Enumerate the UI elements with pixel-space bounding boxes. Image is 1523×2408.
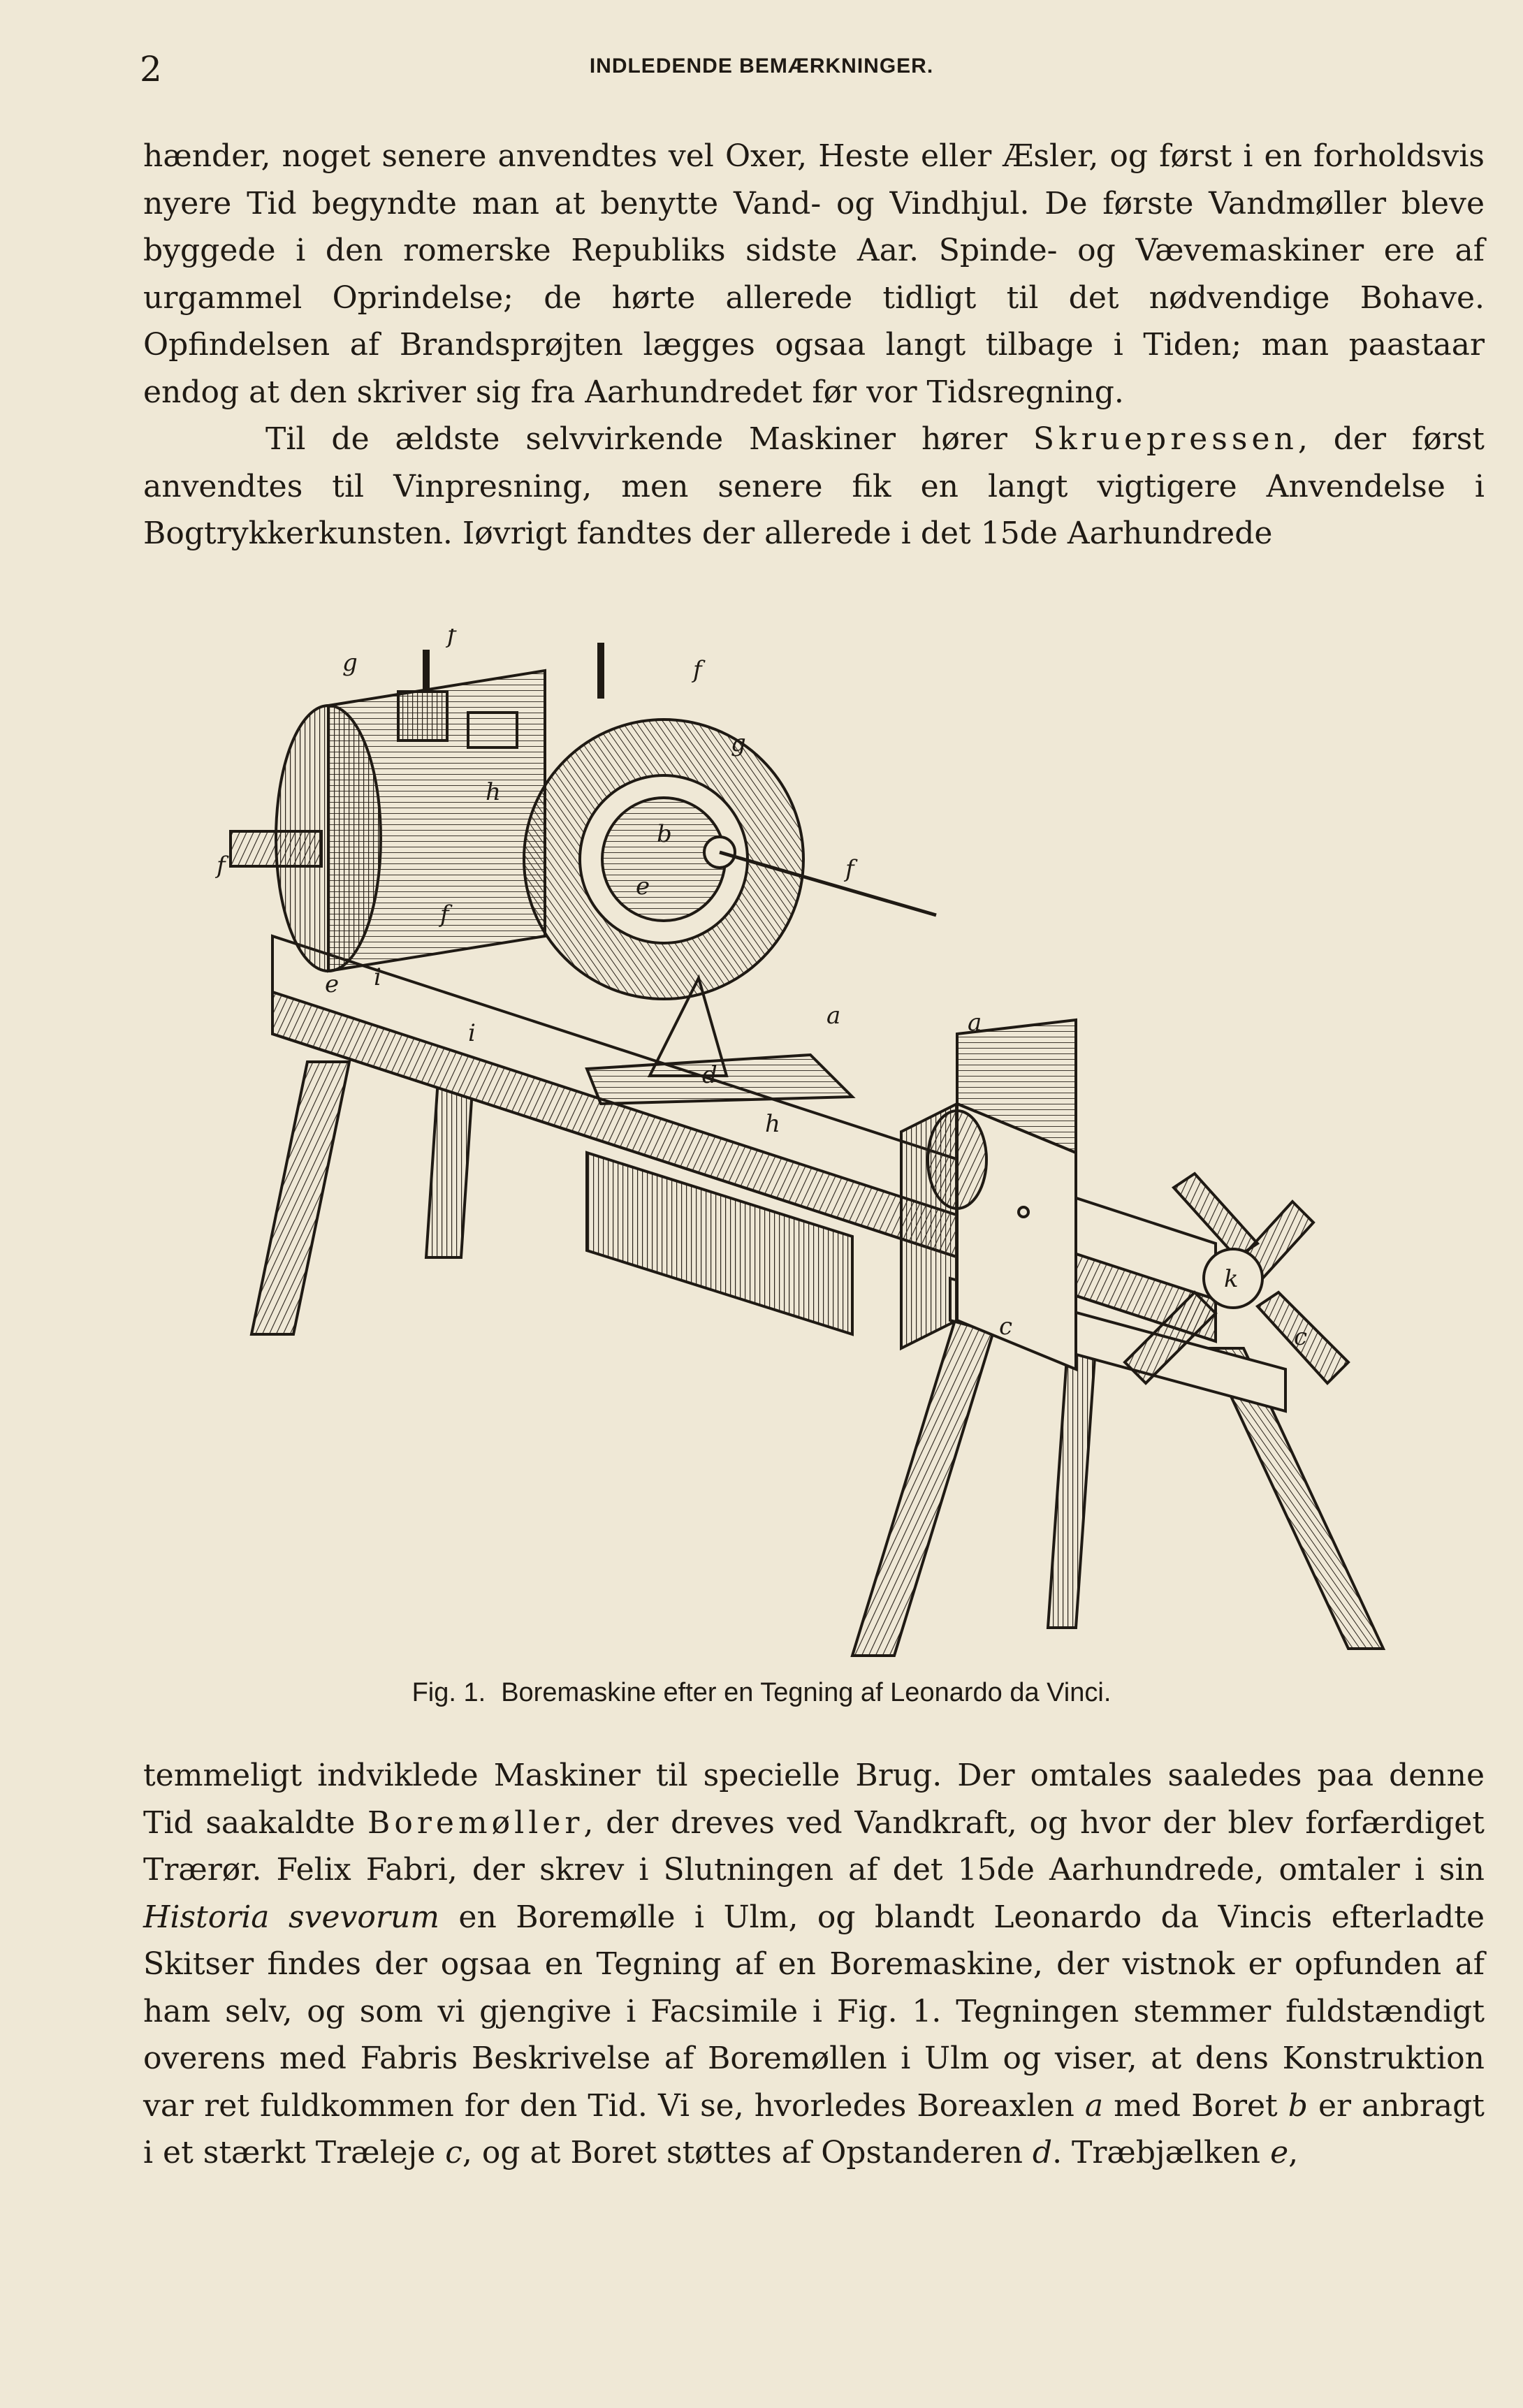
label-e-ring: e: [636, 873, 650, 900]
var-e: e: [1270, 2135, 1289, 2170]
label-k: k: [1224, 1265, 1239, 1293]
spaced-term-skruepressen: Skruepressen: [1033, 421, 1298, 457]
label-i-2: i: [468, 1019, 476, 1047]
label-f-left: f: [217, 852, 226, 880]
wooden-beam: [272, 936, 1285, 1411]
label-d: d: [702, 1061, 717, 1089]
label-b: b: [657, 820, 672, 848]
paragraph-3-text-g: . Træbjælken: [1052, 2135, 1271, 2170]
paragraph-3-text-e: er anbragt i et stærkt Træleje: [143, 2087, 1485, 2170]
label-a-block: a: [968, 1009, 982, 1037]
boring-machine-engraving: [168, 629, 1397, 1677]
var-b: b: [1288, 2087, 1308, 2124]
paragraph-3-text-a: temmeligt indviklede Maskiner til specielle Brug. Der omtales saaledes paa denne Tid saakaldte: [143, 1758, 1485, 1841]
paragraph-2-text-b: , der først anvendtes til Vinpresning, men senere fik en langt vigtigere Anvendelse i Bogtrykkerkunsten. Iøvrigt fandtes der allerede i det 15de Aarhundrede: [143, 421, 1485, 551]
figure-label: Fig. 1.: [411, 1678, 486, 1707]
figure-illustration: [168, 629, 1397, 1677]
paragraph-1-text: hænder, noget senere anvendtes vel Oxer, Heste eller Æsler, og først i en forholdsvis nyere Tid begyndte man at benytte Vand- og Vindhjul. De første Vandmøller bleve byggede i den romerske Republiks sidste Aar. Spinde- og Vævemaskiner ere af urgammel Oprindelse; de hørte allerede tidligt til det nødvendige Bohave. Opfindelsen af Brandsprøjten lægges ogsaa langt tilbage i Tiden; man paastaar endog at den skriver sig fra Aarhundredet før vor Tidsregning.: [143, 138, 1485, 410]
label-h-lower: h: [765, 1110, 780, 1138]
label-e-beam: e: [325, 970, 340, 998]
label-h: h: [486, 778, 501, 806]
bearing-block: [901, 1020, 1076, 1369]
figure-caption-text: Boremaskine efter en Tegning af Leonardo da Vinci.: [501, 1678, 1112, 1707]
italic-title-historia: Historia svevorum: [143, 1899, 439, 1935]
label-f-block: f: [845, 855, 854, 883]
figure-caption: [0, 1678, 1523, 1708]
paragraph-3-text-b: , der dreves ved Vandkraft, og hvor der blev forfærdiget Trærør. Felix Fabri, der skrev i Slutningen af det 15de Aarhundrede, omtaler i sin: [143, 1804, 1485, 1888]
label-c-left: c: [999, 1313, 1013, 1341]
bottom-text-block: [143, 1752, 1485, 2177]
label-a-shaft: a: [826, 1002, 841, 1030]
page-number: 2: [140, 49, 162, 89]
top-text-block: [143, 133, 1485, 557]
paragraph-2-text-a: Til de ældste selvvirkende Maskiner hører: [265, 421, 1033, 457]
paragraph-3-text-c: en Boremølle i Ulm, og blandt Leonardo da Vincis efterladte Skitser findes der ogsaa en Tegning af en Boremaskine, der vistnok er opfunden af ham selv, og som vi gjengive i Facsimile i Fig. 1. Tegningen stemmer fuldstændigt overens med Fabris Beskrivelse af Boremøllen i Ulm og viser, at dens Konstruktion var ret fuldkommen for den Tid. Vi se, hvorledes Boreaxlen: [143, 1899, 1485, 2124]
paragraph-3: [143, 1752, 1485, 2177]
var-a: a: [1084, 2087, 1104, 2124]
var-d: d: [1032, 2135, 1053, 2170]
paragraph-3-text-h: ,: [1288, 2135, 1299, 2170]
paragraph-3-text-d: med Boret: [1103, 2087, 1288, 2124]
paragraph-1: [143, 133, 1485, 416]
label-f-right: f: [693, 656, 702, 684]
paragraph-2: [143, 416, 1485, 557]
label-i-1: i: [374, 963, 381, 991]
label-c-right: c: [1294, 1323, 1308, 1351]
label-f-top: f: [447, 629, 456, 649]
running-header: INDLEDENDE BEMÆRKNINGER.: [589, 54, 934, 78]
paragraph-3-text-f: , og at Boret støttes af Opstanderen: [462, 2135, 1033, 2170]
label-g-right: g: [731, 729, 746, 757]
label-g-left: g: [342, 649, 358, 677]
label-f-lower: f: [440, 900, 449, 928]
var-c: c: [445, 2135, 462, 2170]
spaced-term-boremoller: Boremøller: [367, 1804, 584, 1841]
